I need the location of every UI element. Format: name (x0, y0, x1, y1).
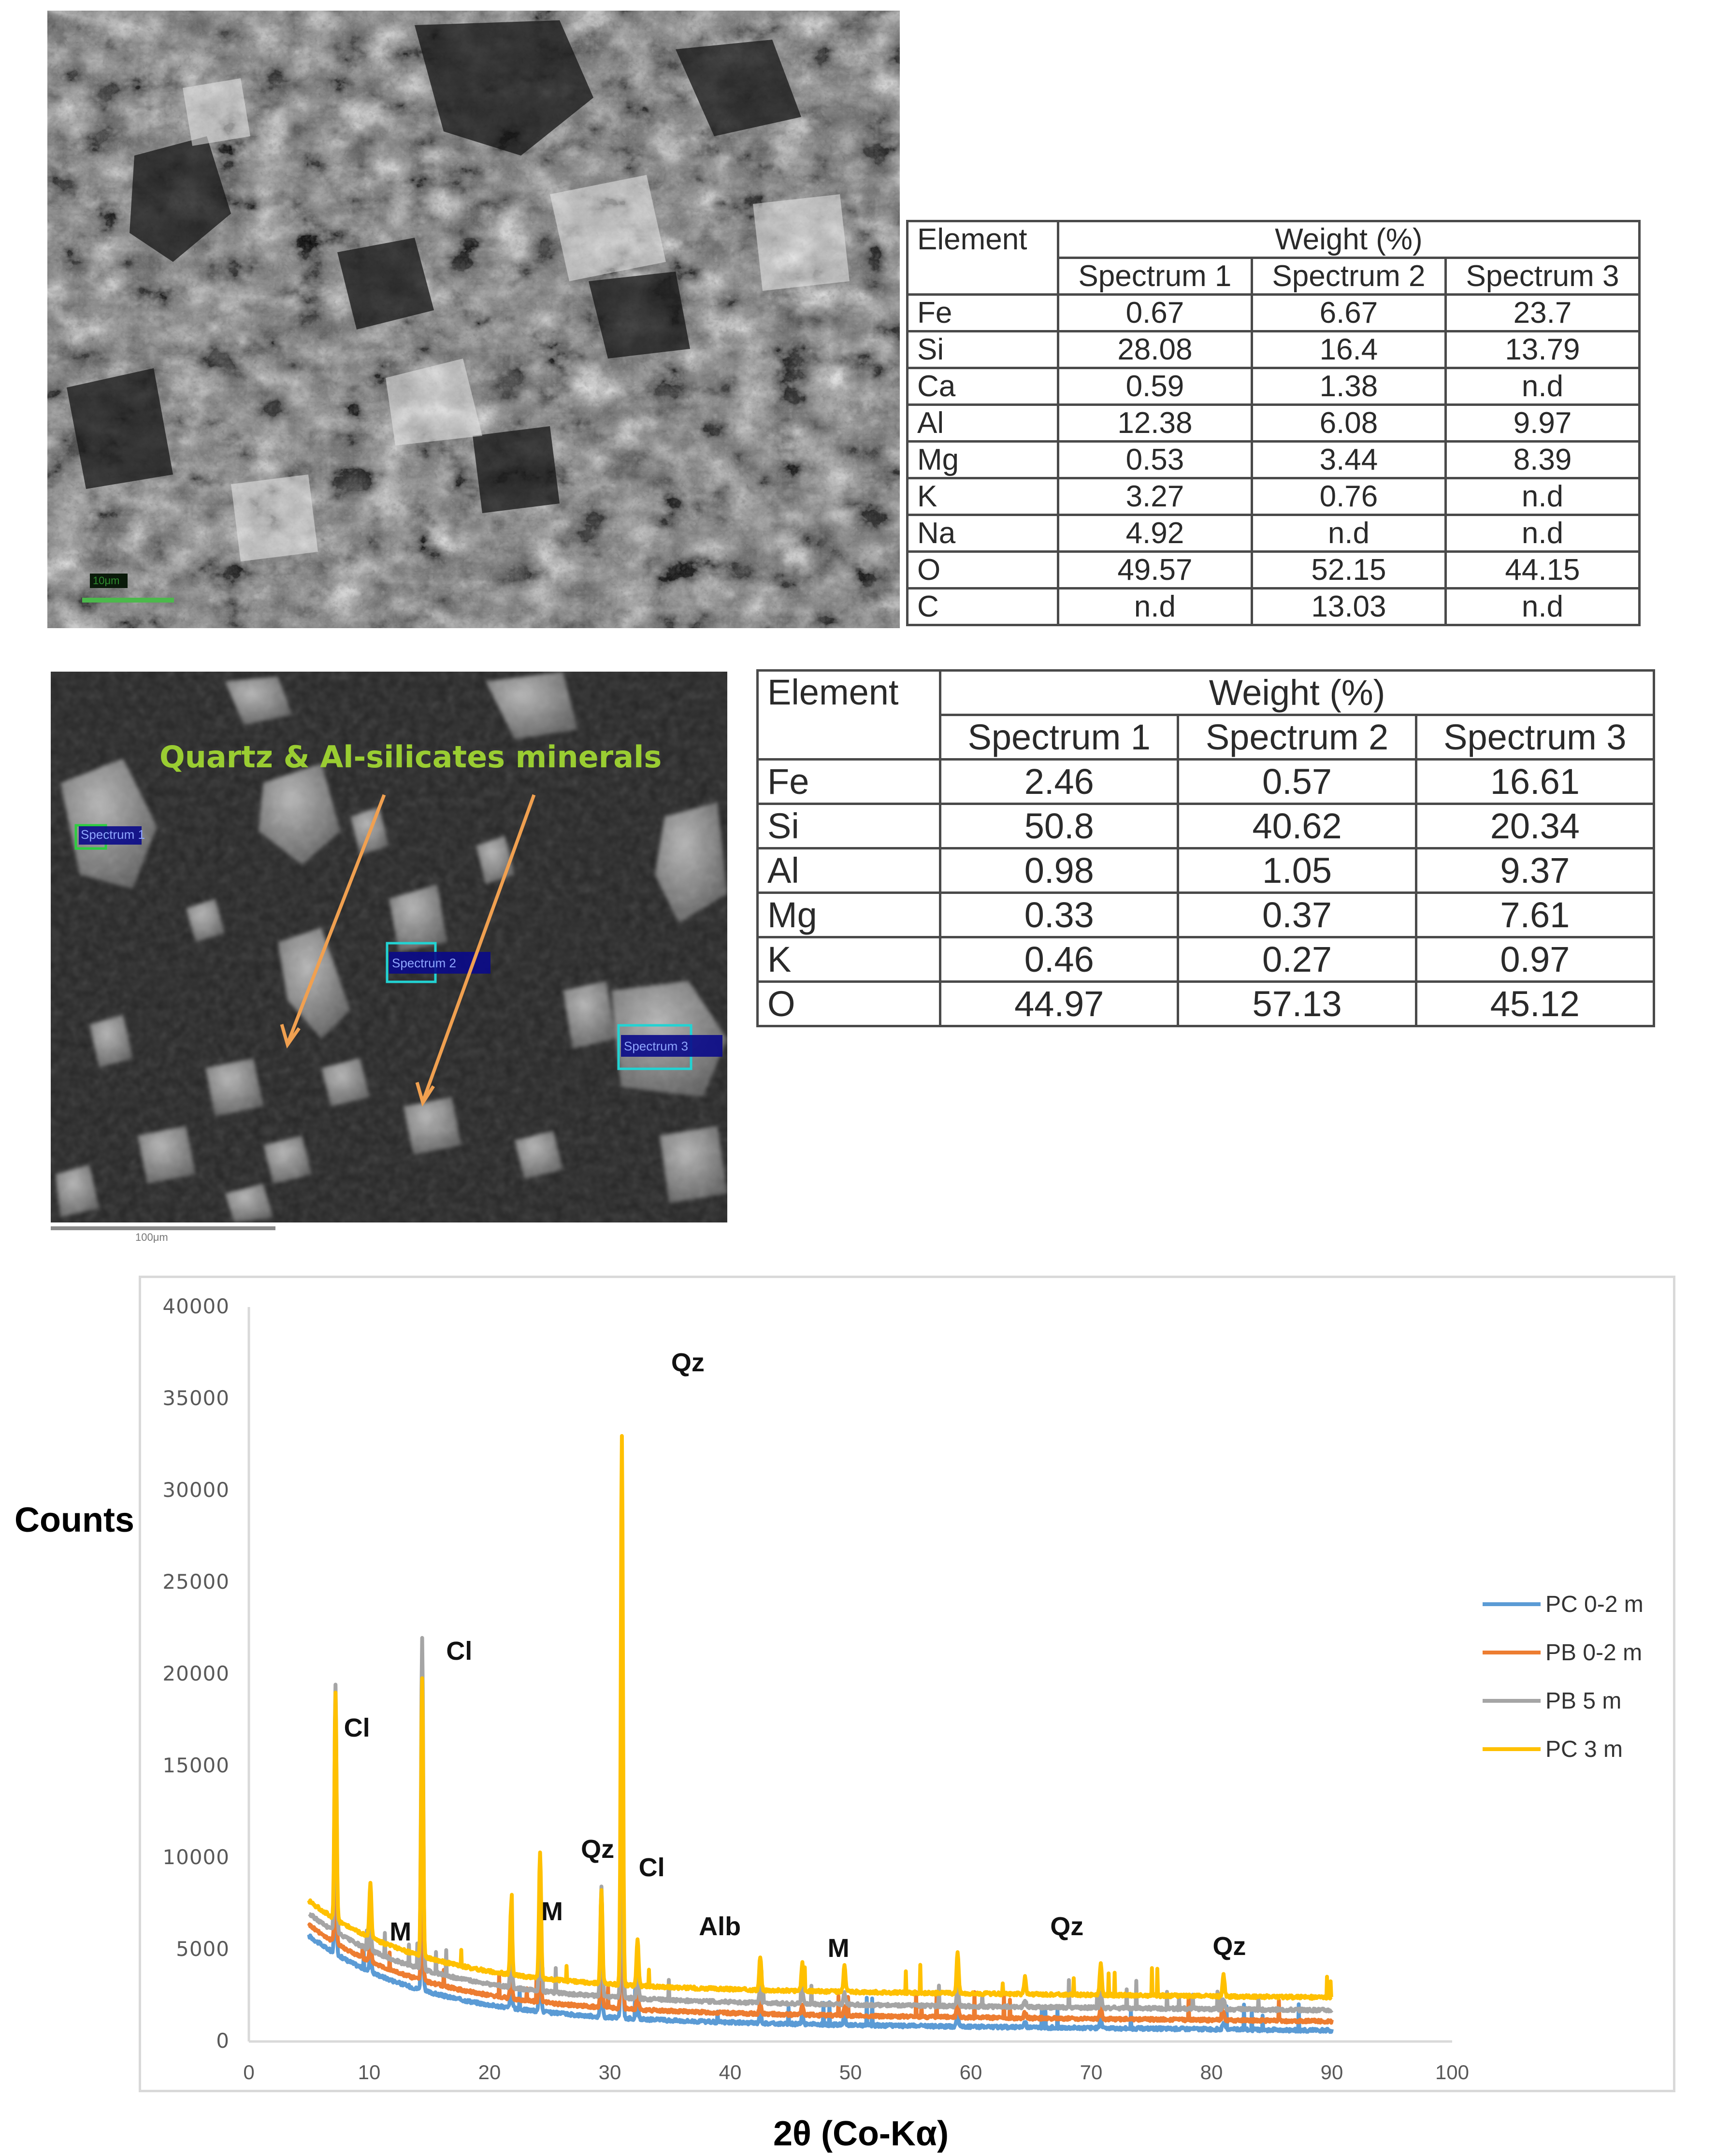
element-cell: Na (908, 515, 1058, 552)
value-cell: 44.15 (1445, 552, 1639, 589)
x-tick-label: 70 (1080, 2061, 1103, 2084)
peak-annotation: M (389, 1917, 412, 1946)
element-cell: Fe (758, 760, 940, 804)
value-cell: 16.61 (1416, 760, 1654, 804)
spectrum-2-label: Spectrum 2 (392, 956, 456, 970)
value-cell: 0.67 (1058, 295, 1252, 331)
scale-label-bottom: 100μm (135, 1231, 168, 1243)
value-cell: 6.08 (1252, 405, 1445, 442)
element-cell: C (908, 589, 1058, 625)
peak-annotation: Qz (581, 1835, 615, 1864)
column-header: Spectrum 3 (1416, 715, 1654, 760)
peak-annotation: Alb (699, 1912, 741, 1941)
value-cell: 0.37 (1178, 893, 1416, 937)
value-cell: 13.79 (1445, 331, 1639, 368)
peak-annotation: Qz (1212, 1932, 1246, 1961)
peak-annotation: Cl (344, 1713, 370, 1743)
legend-swatch (1483, 1747, 1541, 1751)
element-cell: Al (908, 405, 1058, 442)
x-tick-label: 50 (839, 2061, 862, 2084)
value-cell: 50.8 (940, 804, 1178, 848)
y-tick-label: 5000 (176, 1937, 230, 1961)
minerals-annotation: Quartz & Al-silicates minerals (159, 739, 662, 775)
element-cell: Si (758, 804, 940, 848)
x-tick-label: 10 (358, 2061, 381, 2084)
value-cell: 1.38 (1252, 368, 1445, 405)
value-cell: 13.03 (1252, 589, 1445, 625)
value-cell: 0.98 (940, 848, 1178, 893)
x-tick-label: 90 (1320, 2061, 1343, 2084)
column-header: Spectrum 1 (1058, 258, 1252, 295)
y-tick-label: 40000 (162, 1294, 230, 1318)
value-cell: n.d (1445, 478, 1639, 515)
value-cell: 16.4 (1252, 331, 1445, 368)
value-cell: 3.27 (1058, 478, 1252, 515)
y-axis-title: Counts (14, 1501, 134, 1539)
series-line-pc-3-m (309, 1436, 1332, 1999)
value-cell: 20.34 (1416, 804, 1654, 848)
legend-swatch (1483, 1699, 1541, 1703)
legend-label: PC 0-2 m (1545, 1591, 1644, 1617)
value-cell: 9.37 (1416, 848, 1654, 893)
y-tick-label: 25000 (162, 1570, 230, 1594)
value-cell: 2.46 (940, 760, 1178, 804)
value-cell: 4.92 (1058, 515, 1252, 552)
value-cell: 1.05 (1178, 848, 1416, 893)
value-cell: 0.97 (1416, 937, 1654, 982)
legend-item (1483, 1638, 1642, 1667)
value-cell: 12.38 (1058, 405, 1252, 442)
element-header: Element (758, 671, 940, 760)
element-cell: K (758, 937, 940, 982)
x-axis-title: 2θ (Co-Kα) (773, 2114, 949, 2153)
column-header: Spectrum 1 (940, 715, 1178, 760)
peak-annotation: Cl (446, 1636, 473, 1666)
legend-label: PB 0-2 m (1545, 1639, 1643, 1666)
value-cell: 44.97 (940, 982, 1178, 1026)
peak-annotation: M (827, 1934, 850, 1963)
element-cell: K (908, 478, 1058, 515)
element-cell: Mg (758, 893, 940, 937)
value-cell: n.d (1445, 368, 1639, 405)
y-tick-label: 20000 (162, 1662, 230, 1685)
column-header: Spectrum 2 (1178, 715, 1416, 760)
x-tick-label: 60 (959, 2061, 982, 2084)
y-tick-label: 10000 (162, 1845, 230, 1869)
x-tick-label: 100 (1435, 2061, 1470, 2084)
value-cell: n.d (1445, 589, 1639, 625)
value-cell: n.d (1058, 589, 1252, 625)
series-layer (309, 1436, 1332, 2032)
value-cell: 49.57 (1058, 552, 1252, 589)
value-cell: 40.62 (1178, 804, 1416, 848)
y-tick-label: 0 (216, 2029, 230, 2053)
weight-header: Weight (%) (1058, 221, 1639, 258)
legend-swatch (1483, 1602, 1541, 1606)
element-cell: Al (758, 848, 940, 893)
element-cell: O (908, 552, 1058, 589)
element-cell: Ca (908, 368, 1058, 405)
value-cell: 0.59 (1058, 368, 1252, 405)
peak-annotation: Cl (638, 1853, 665, 1882)
element-cell: Fe (908, 295, 1058, 331)
peak-annotation: Qz (1050, 1912, 1084, 1941)
legend-item (1483, 1590, 1644, 1619)
value-cell: 28.08 (1058, 331, 1252, 368)
weight-header: Weight (%) (940, 671, 1654, 715)
legend-item (1483, 1686, 1621, 1715)
legend-label: PC 3 m (1545, 1736, 1623, 1762)
value-cell: 23.7 (1445, 295, 1639, 331)
value-cell: 3.44 (1252, 442, 1445, 478)
y-tick-label: 30000 (162, 1478, 230, 1502)
element-cell: Mg (908, 442, 1058, 478)
value-cell: 7.61 (1416, 893, 1654, 937)
value-cell: 6.67 (1252, 295, 1445, 331)
peak-annotation: Qz (671, 1348, 705, 1377)
value-cell: 0.57 (1178, 760, 1416, 804)
value-cell: 0.53 (1058, 442, 1252, 478)
peak-annotation: M (541, 1897, 563, 1926)
legend-swatch (1483, 1651, 1541, 1654)
y-tick-label: 35000 (162, 1386, 230, 1410)
value-cell: 0.76 (1252, 478, 1445, 515)
value-cell: n.d (1252, 515, 1445, 552)
column-header: Spectrum 3 (1445, 258, 1639, 295)
spectrum-1-label: Spectrum 1 (81, 827, 145, 842)
element-header: Element (908, 221, 1058, 295)
value-cell: 8.39 (1445, 442, 1639, 478)
y-tick-label: 15000 (162, 1754, 230, 1777)
value-cell: 57.13 (1178, 982, 1416, 1026)
value-cell: 45.12 (1416, 982, 1654, 1026)
legend-label: PB 5 m (1545, 1688, 1622, 1714)
x-tick-label: 80 (1200, 2061, 1223, 2084)
element-cell: Si (908, 331, 1058, 368)
x-tick-label: 40 (719, 2061, 742, 2084)
x-tick-label: 20 (478, 2061, 501, 2084)
column-header: Spectrum 2 (1252, 258, 1445, 295)
value-cell: 52.15 (1252, 552, 1445, 589)
x-tick-label: 30 (598, 2061, 621, 2084)
legend-item (1483, 1735, 1623, 1764)
value-cell: 0.33 (940, 893, 1178, 937)
scale-label-top: 10μm (93, 575, 120, 587)
value-cell: 0.27 (1178, 937, 1416, 982)
value-cell: n.d (1445, 515, 1639, 552)
element-cell: O (758, 982, 940, 1026)
value-cell: 9.97 (1445, 405, 1639, 442)
x-tick-label: 0 (243, 2061, 255, 2084)
value-cell: 0.46 (940, 937, 1178, 982)
spectrum-3-label: Spectrum 3 (624, 1039, 688, 1053)
